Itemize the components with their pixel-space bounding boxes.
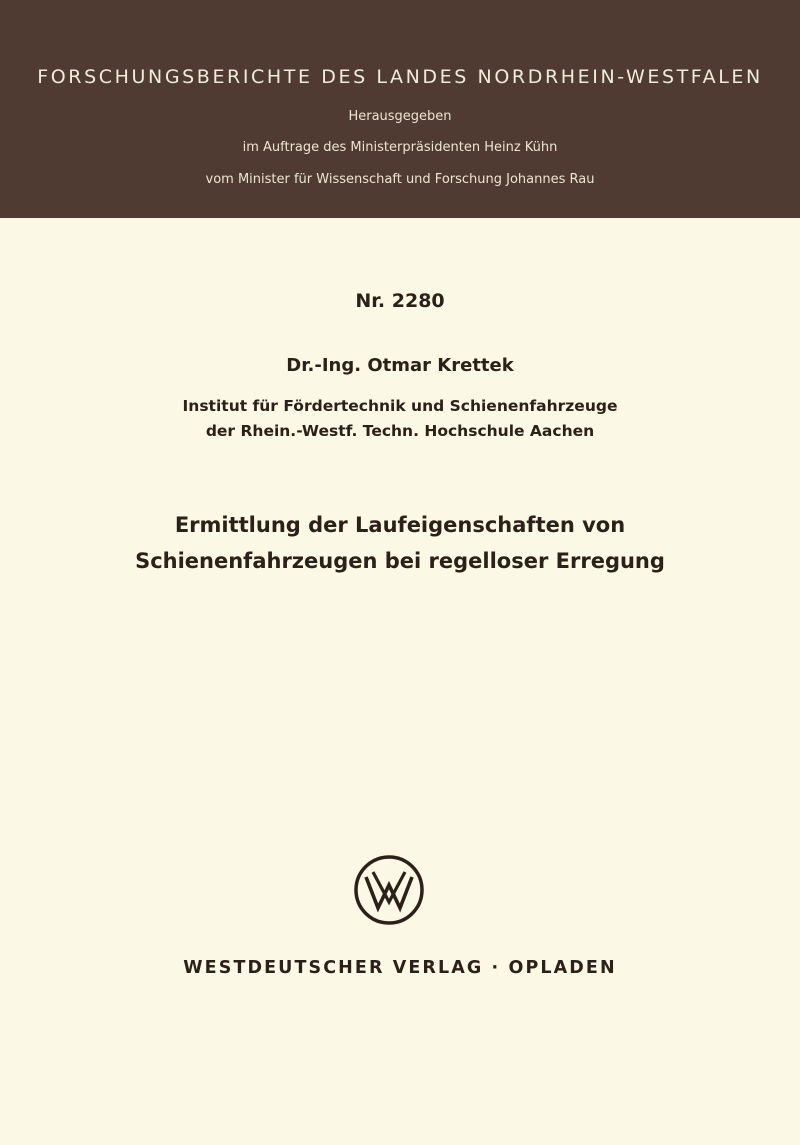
wv-logo-icon <box>353 854 425 926</box>
institute-line-2: der Rhein.-Westf. Techn. Hochschule Aachen <box>205 422 595 440</box>
report-number: Nr. 2280 <box>355 290 445 312</box>
title-line-1: Ermittlung der Laufeigenschaften von <box>174 513 626 537</box>
author-name: Dr.-Ing. Otmar Krettek <box>286 355 514 376</box>
editor-line-2: im Auftrage des Ministerpräsidenten Heinz Kühn <box>242 140 558 155</box>
header-band <box>0 0 800 218</box>
editor-line-3: vom Minister für Wissenschaft und Forschung Johannes Rau <box>205 172 595 187</box>
editor-line-1: Herausgegeben <box>348 109 452 124</box>
series-title: FORSCHUNGSBERICHTE DES LANDES NORDRHEIN-WESTFALEN <box>37 66 763 88</box>
institute-line-1: Institut für Fördertechnik und Schienenfahrzeuge <box>182 397 618 415</box>
publisher-name: WESTDEUTSCHER VERLAG · OPLADEN <box>183 958 617 978</box>
title-line-2: Schienenfahrzeugen bei regelloser Erregung <box>135 549 665 573</box>
